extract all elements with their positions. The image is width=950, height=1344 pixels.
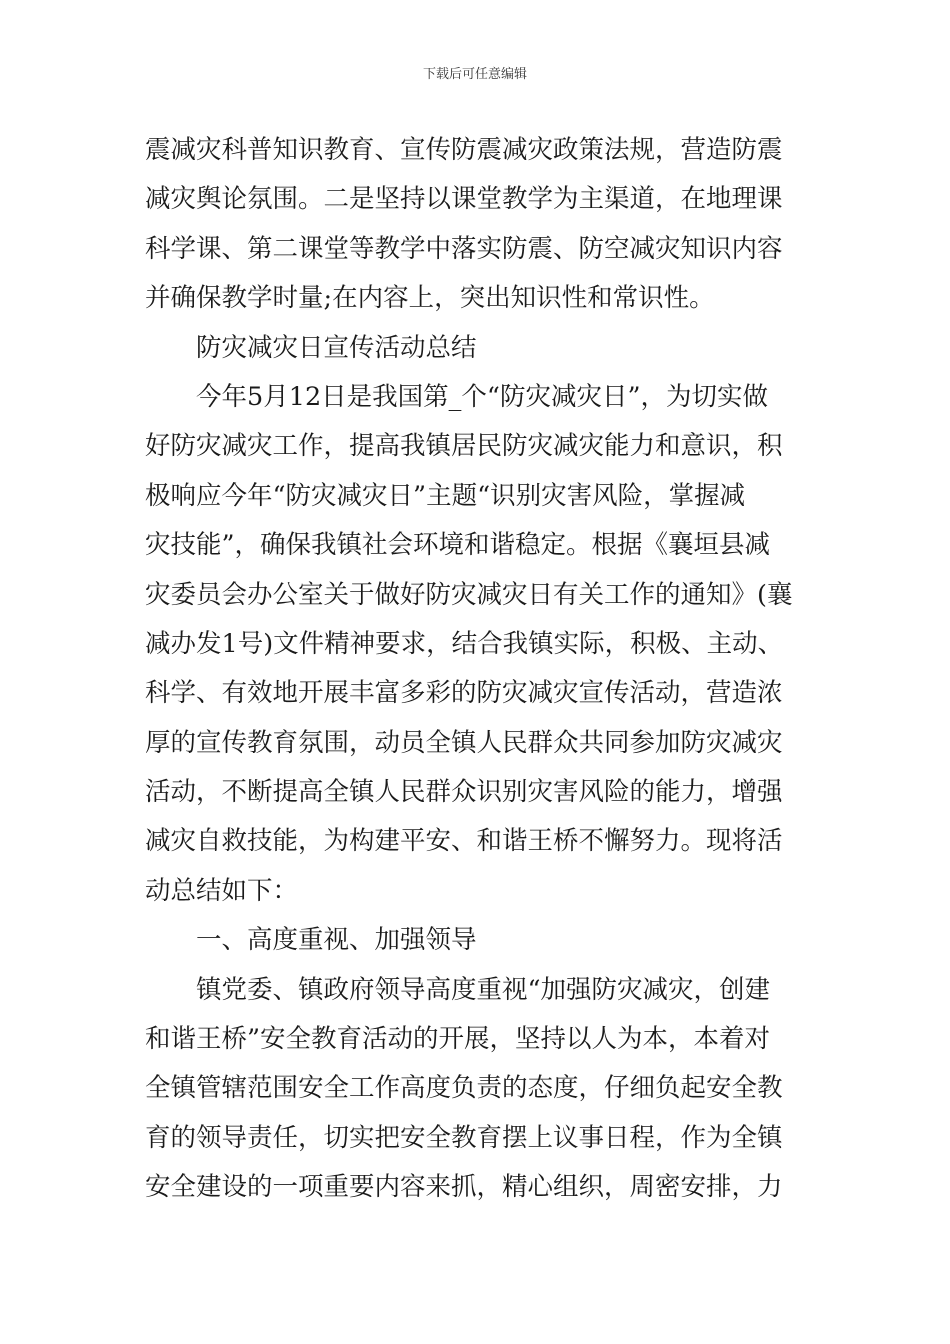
text-line: 科学、有效地开展丰富多彩的防灾减灾宣传活动，营造浓 — [145, 678, 783, 709]
text-line: 动总结如下： — [145, 875, 299, 906]
text-line: 全镇管辖范围安全工作高度负责的态度，仔细负起安全教 — [145, 1073, 783, 1104]
text-line: 一、高度重视、加强领导 — [196, 925, 477, 956]
text-line: 灾技能”，确保我镇社会环境和谐稳定。根据《襄垣县减 — [145, 530, 771, 561]
text-line: 减办发1号)文件精神要求，结合我镇实际，积极、主动、 — [145, 628, 784, 659]
text-line: 安全建设的一项重要内容来抓，精心组织，周密安排，力 — [145, 1172, 783, 1203]
text-line: 好防灾减灾工作，提高我镇居民防灾减灾能力和意识，积 — [145, 431, 783, 462]
text-line: 防灾减灾日宣传活动总结 — [196, 332, 477, 363]
text-line: 育的领导责任，切实把安全教育摆上议事日程，作为全镇 — [145, 1122, 783, 1153]
text-line: 并确保教学时量;在内容上，突出知识性和常识性。 — [145, 283, 715, 314]
text-line: 震减灾科普知识教育、宣传防震减灾政策法规，营造防震 — [145, 135, 783, 165]
text-line: 厚的宣传教育氛围，动员全镇人民群众共同参加防灾减灾 — [145, 727, 783, 758]
text-line: 镇党委、镇政府领导高度重视“加强防灾减灾，创建 — [196, 974, 771, 1005]
text-line: 极响应今年“防灾减灾日”主题“识别灾害风险，掌握减 — [145, 480, 746, 511]
text-line: 灾委员会办公室关于做好防灾减灾日有关工作的通知》(襄 — [145, 579, 793, 610]
page-header: 下载后可任意编辑 — [422, 67, 527, 82]
text-line: 减灾自救技能，为构建平安、和谐王桥不懈努力。现将活 — [145, 826, 783, 857]
text-line: 减灾舆论氛围。二是坚持以课堂教学为主渠道，在地理课 — [145, 184, 783, 215]
text-line: 活动，不断提高全镇人民群众识别灾害风险的能力，增强 — [145, 777, 783, 808]
text-line: 今年5月12日是我国第_个“防灾减灾日”，为切实做 — [196, 381, 768, 412]
body-text — [145, 126, 815, 1213]
text-line: 科学课、第二课堂等教学中落实防震、防空减灾知识内容 — [145, 233, 783, 264]
text-line: 和谐王桥”安全教育活动的开展，坚持以人为本，本着对 — [145, 1024, 771, 1055]
